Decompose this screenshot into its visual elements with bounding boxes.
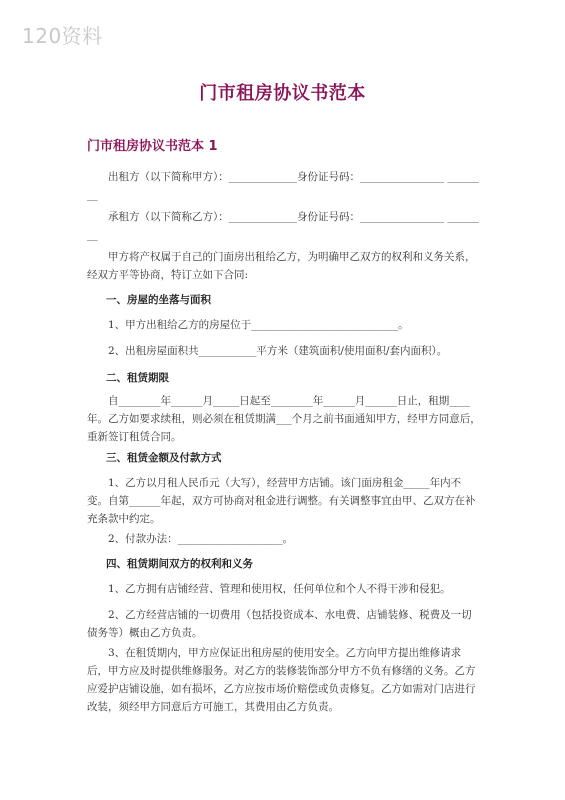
- watermark: 120资料: [22, 24, 103, 48]
- intro-paragraph: 甲方将产权属于自己的门面房出租给乙方，为明确甲乙双方的权利和义务关系，经双方平等协商，特订立如下合同:: [87, 251, 476, 281]
- rent-clause: 1、乙方以月租人民币元（大写），经营甲方店铺。该门面房租金_____年内不变。自第______年起，双方可协商对租金进行调整。有关调整事宜由甲、乙双方在补充条款中约定。: [87, 477, 476, 525]
- term-clause: 自________年______月_____日起至________年______月______日止，租期____年。乙方如要求续租，则必须在租赁期满___个月之前书面通知甲方，经甲方同意后，重新签订租赁合同。: [87, 395, 481, 443]
- section-subtitle: 门市租房协议书范本 1: [87, 139, 218, 154]
- section-heading-location: 一、房屋的坐落与面积: [106, 294, 211, 306]
- lessor-line: 出租方（以下简称甲方）：_____________身份证号码：________________ ________: [87, 171, 479, 201]
- area-clause: 2、出租房屋面积共___________平方米（建筑面积/使用面积/套内面积）。: [108, 345, 448, 357]
- payment-clause: 2、付款办法：____________________。: [108, 533, 294, 545]
- document-title: 门市租房协议书范本: [199, 83, 366, 104]
- rights-clause-2: 2、乙方经营店铺的一切费用（包括投资成本、水电费、店铺装修、税费及一切债务等）概由乙方负责。: [87, 609, 472, 639]
- rights-clause-1: 1、乙方拥有店铺经营、管理和使用权，任何单位和个人不得干涉和侵犯。: [108, 583, 451, 595]
- section-heading-term: 二、租赁期限: [106, 372, 169, 384]
- section-heading-rights: 四、租赁期间双方的权利和义务: [106, 558, 253, 570]
- lessee-line: 承租方（以下简称乙方）：_____________身份证号码：________________ ________: [87, 211, 479, 241]
- location-clause: 1、甲方出租给乙方的房屋位于____________________________。: [108, 319, 409, 331]
- section-heading-rent: 三、租赁金额及付款方式: [106, 452, 222, 464]
- rights-clause-3: 3、在租赁期内，甲方应保证出租房屋的使用安全。乙方向甲方提出维修请求后，甲方应及时提供维修服务。对乙方的装修装饰部分甲方不负有修缮的义务。乙方应爱护店铺设施，如有损坏，乙方应按市场价赔偿或负责修复。乙方如需对门店进行改装，须经甲方同意后方可施工，其费用由乙方负责。: [87, 647, 476, 713]
